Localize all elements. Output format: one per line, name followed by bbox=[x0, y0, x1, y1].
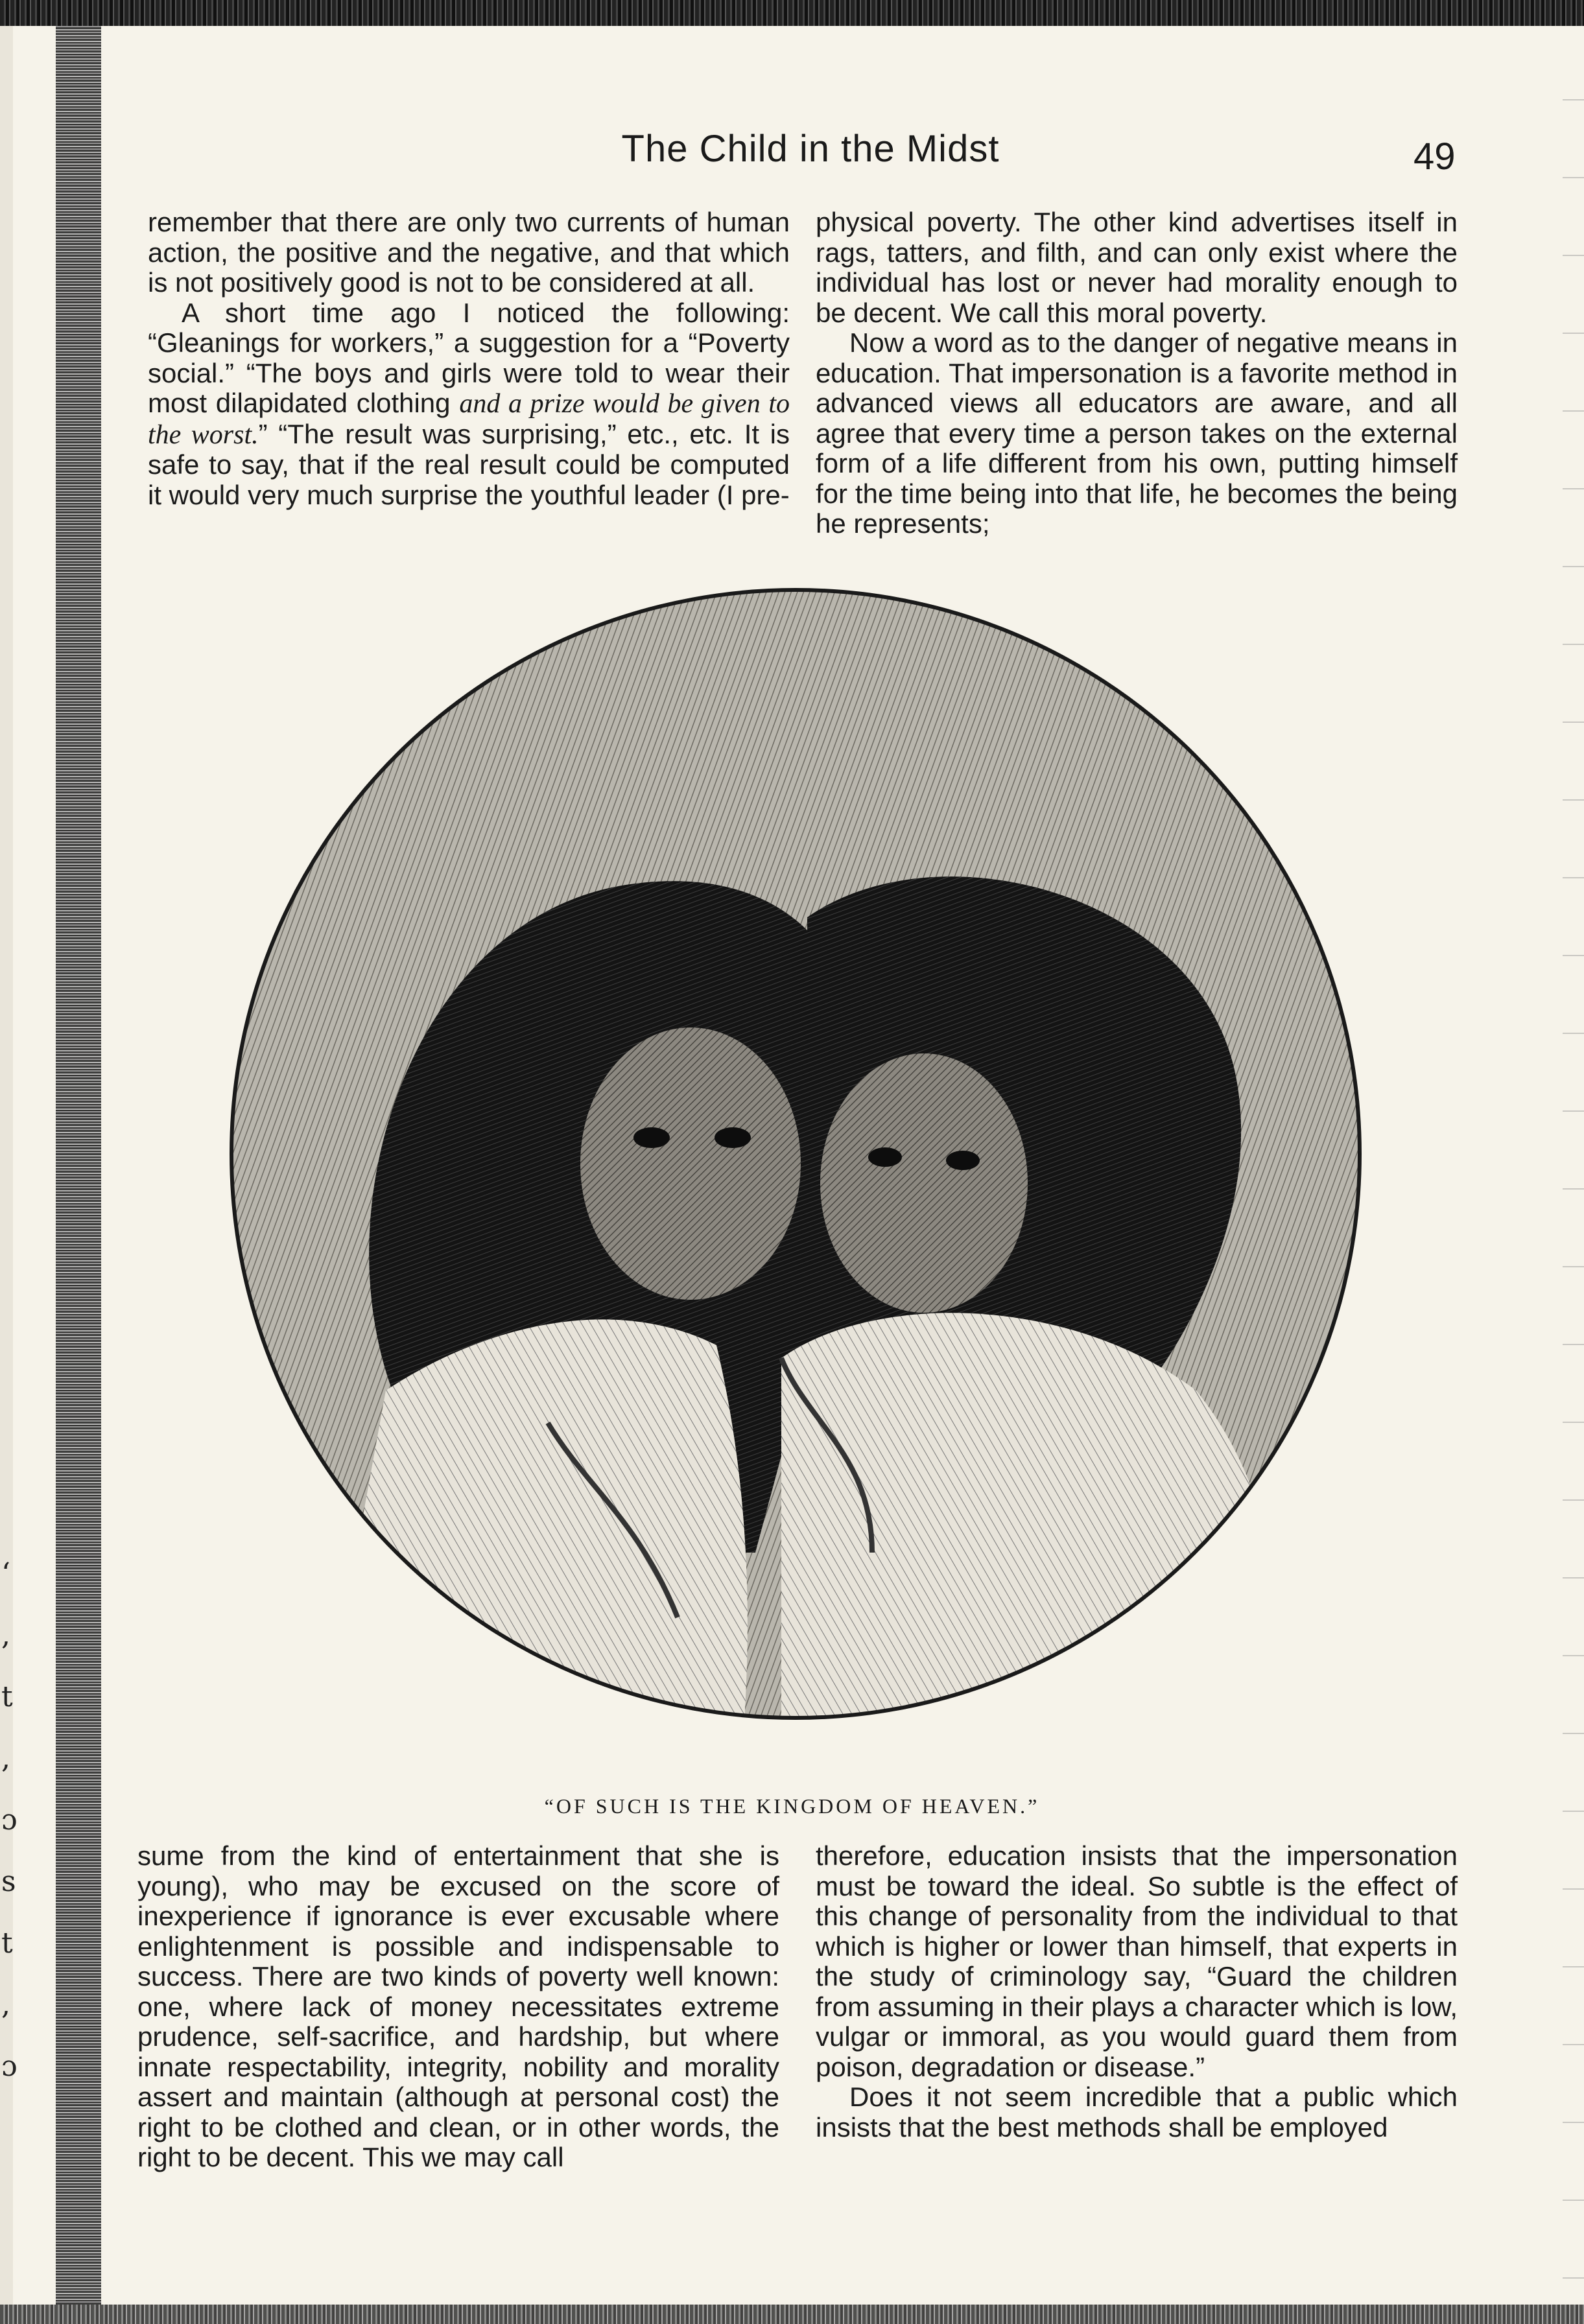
text-run: A short time ago I noticed the following: “Gleanings for workers,” a suggestion for a “Poverty social.” “The boys and girls were told to wear their most dilapidated clothing bbox=[148, 297, 790, 418]
illustration-caption: “OF SUCH IS THE KINGDOM OF HEAVEN.” bbox=[544, 1794, 1040, 1818]
paragraph: Now a word as to the danger of negative means in education. That impersonation is a favorite method in advanced views all educators are aware, and all agree that every time a person takes on the external form of a life different from his own, putting himself for the time being into that life, he becomes the being he represents; bbox=[816, 327, 1458, 539]
column-right-top bbox=[816, 207, 1458, 539]
paragraph: remember that there are only two currents of human action, the positive and the negative, and that which is not positively good is not to be considered at all. bbox=[148, 207, 790, 298]
paragraph: sume from the kind of entertainment that she is young), who may be excused on the score of inexperience if ignorance is ever excusable where enlightenment is possible and indispensable to success. There are two kinds of poverty well known: one, where lack of money necessitates extreme prudence, self-sacrifice, and hardship, but where innate respectability, integrity, nobility and morality assert and maintain (although at personal cost) the right to be clothed and clean, or in other words, the right to be decent. This we may call bbox=[137, 1840, 779, 2172]
scan-bottom-edge bbox=[0, 2305, 1584, 2324]
engraved-portrait-illustration bbox=[224, 580, 1368, 1728]
portrait-engraving bbox=[224, 580, 1368, 1728]
paragraph bbox=[148, 298, 790, 511]
text-run: ” “The result was surprising,” etc., etc. It is safe to say, that if the real result could be computed it would very much surprise the youthful leader (I pre- bbox=[148, 418, 790, 510]
italic-run: and a prize would be given to the worst. bbox=[148, 389, 790, 450]
paragraph: physical poverty. The other kind advertises itself in rags, tatters, and filth, and can only exist where the individual has lost or never had morality enough to be decent. We call this moral poverty. bbox=[816, 207, 1458, 328]
paragraph: Does it not seem incredible that a public which insists that the best methods shall be employed bbox=[816, 2082, 1458, 2142]
paragraph: therefore, education insists that the impersonation must be toward the ideal. So subtle is the effect of this change of personality from the individual to that which is higher or lower than himself, that experts in the study of criminology say, “Guard the children from assuming in their plays a character which is low, vulgar or immoral, as you would guard them from poison, degradation or disease.” bbox=[816, 1840, 1458, 2082]
page-header bbox=[0, 127, 1584, 179]
running-title: The Child in the Midst bbox=[621, 128, 1000, 170]
binding-strip bbox=[56, 26, 101, 2305]
page-number: 49 bbox=[1413, 135, 1456, 178]
column-left-top bbox=[148, 207, 790, 510]
column-left-bottom bbox=[137, 1841, 779, 2173]
column-right-bottom bbox=[816, 1841, 1458, 2142]
scan-top-edge bbox=[0, 0, 1584, 26]
scan-right-edge bbox=[1563, 26, 1584, 2305]
margin-bleed-marks: ʻ , t , ɔ s t , ɔ bbox=[1, 1557, 18, 2083]
